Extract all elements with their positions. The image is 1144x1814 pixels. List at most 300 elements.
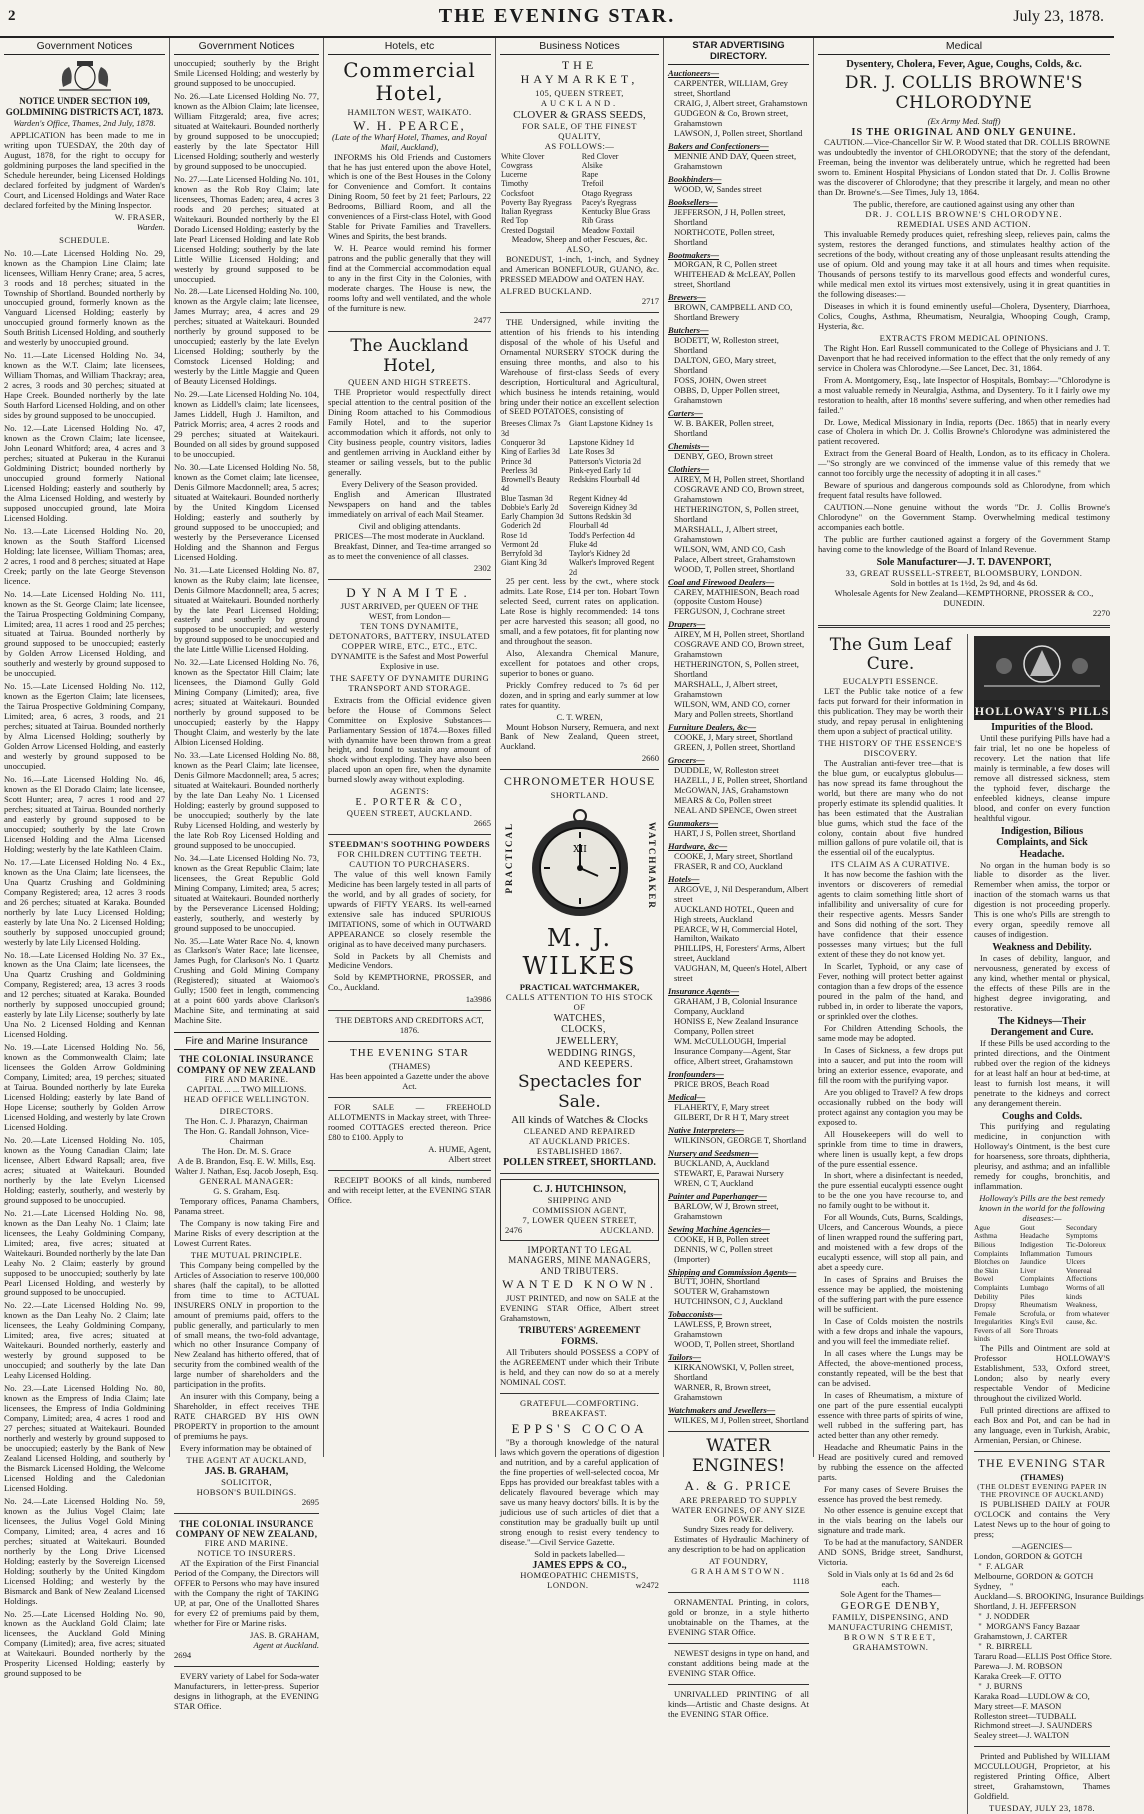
agencies-list [974, 1551, 1144, 1741]
seed-item: Trefoil [581, 179, 604, 189]
disease-item: Fevers of all kinds [974, 1325, 1011, 1344]
ad-text: Extract from the General Board of Health, London, as to its efficacy in Cholera.—"So strongly are we convinced of the immense value of this remedy that we cannot too forcibly urge the necessity of adopting it in all cases." [818, 448, 1110, 479]
ad-text: This purifying and regulating medicine, in conjunction with Holloway's Ointment, is the best cure for hoarseness, sore throats, diphtheria, pleurisy, and asthma; and an infallible remedy for coughs, bronchitis, and inflammation. [974, 1121, 1110, 1192]
ad-subtitle: EUCALYPTI ESSENCE. [842, 675, 939, 686]
side-label-right: WATCHMAKER [647, 822, 657, 911]
directory-category: Tailors— [668, 1352, 702, 1363]
disease-item: Tumours [1066, 1248, 1093, 1258]
director-name: The Hon. C. J. Pharazyn, Chairman [185, 1116, 308, 1127]
schedule-heading: SCHEDULE. [59, 234, 110, 245]
ad-text: IS PUBLISHED DAILY at FOUR O'CLOCK and contains the Very Latest News up to the hour of going to press; [974, 1499, 1110, 1540]
column-medical [814, 38, 1144, 1814]
ad-text: For many cases of Severe Bruises the essence has proved the best remedy. [818, 1483, 963, 1504]
directory-entry: MARSHALL, J, Albert street, Grahamstown [674, 679, 778, 700]
agent-address: BROWN STREET, [843, 1631, 938, 1642]
ad-title: DYNAMITE. [346, 584, 473, 600]
gum-leaf-ad [818, 634, 968, 1814]
ad-text: The Australian anti-fever tree—that is the blue gum, or eucalyptus globulus—has now spread its fame throughout the world, but there are many who do not properly estimate its splendid qualities. It has been estimated that the Australian blue gums, which stud the face of the colony, contain about five hundred million gallons of pure volatile oil, that is the essential oil of the eucalyptus. [818, 757, 963, 858]
side-label-left: PRACTICAL [504, 822, 514, 894]
seed-row [500, 152, 659, 161]
disease-item: Debility [974, 1291, 999, 1301]
ad-text: Beware of spurious and dangerous compounds sold as Chlorodyne, from which frequent fatal results have followed. [818, 480, 1110, 501]
agency-line: Karaka Creek—F. OTTO [974, 1670, 1062, 1681]
ad-banner: Dysentery, Cholera, Fever, Ague, Coughs, Colds, &c. [846, 59, 1082, 71]
seed-list [500, 152, 659, 235]
directory-entry: AIREY, M H, Pollen street, Shortland [674, 629, 805, 640]
ad-text: No other essence is genuine except that in the vials bearing on the labels our signature and trade mark. [818, 1505, 963, 1536]
directory-entry: CARPENTER, WILLIAM, Grey street, Shortland [674, 78, 788, 98]
ad-role: HOMŒOPATHIC CHEMISTS, [520, 1570, 639, 1581]
ad-line: DYNAMITE is the Safest and Most Powerful Explosive in use. [330, 650, 489, 671]
ad-text: To be had at the manufactory, SANDER AND SONS, Bridge street, Sandhurst, Victoria. [818, 1537, 963, 1568]
ad-subtitle: FIRE AND MARINE. [204, 1538, 289, 1549]
ad-line: Wholesale Agents for New Zealand—KEMPTHORNE, PROSSER & CO., DUNEDIN. [834, 587, 1094, 608]
directory-entry: COSGRAVE AND CO, Brown street, Grahamstown [674, 483, 805, 504]
potato-row [500, 558, 659, 577]
ad-text: Temporary offices, Panama Chambers, Panama street. [174, 1195, 319, 1216]
directory-entry: HART, J S, Pollen street, Shortland [674, 827, 796, 838]
haymarket-ad [500, 59, 659, 307]
ad-city: AUCKLAND. [540, 97, 619, 108]
directory-entry: WOOD, T, Pollen street, Shortland [674, 563, 795, 574]
agent-role: COMMISSION AGENT, [532, 1205, 627, 1216]
potato-item: Giant Lapstone Kidney 1s [568, 419, 653, 429]
disease-item: Dropsy [974, 1300, 996, 1310]
ad-line: All kinds of Watches & Clocks [511, 1114, 648, 1127]
ad-title: Commercial Hotel, [343, 58, 476, 106]
column-hotels [324, 38, 496, 1457]
disease-item: Jaundice [1020, 1257, 1046, 1267]
agent-role: SOLICITOR, [221, 1476, 272, 1487]
agency-line: " MORGAN'S Fancy Bazaar [974, 1620, 1080, 1631]
agents-name: E. PORTER & CO, [355, 797, 464, 809]
ad-text: In cases of debility, languor, and nervousness, generated by excess of any kind, whether mental or physical, the effects of these Pills are in the highest degree invigorating, and restorative. [974, 952, 1110, 1013]
schedule-entry: No. 25.—Late Licensed Holding No. 90, known as the Auckland Gold Claim; late licensees, the Auckland Gold Mining Company (Limited); area, five acres; situated at Waitekauri. Bounded northerly by the Prosperity Licensed Holding; easterly by ground supposed to be [4, 1608, 165, 1679]
ad-text: Breakfast, Dinner, and Tea-time arranged so as to meet the convenience of all classes. [328, 540, 491, 561]
pocket-watch-icon [526, 806, 634, 918]
potato-row [500, 540, 659, 549]
ad-address: POLLEN STREET, SHORTLAND. [503, 1156, 656, 1168]
potato-item: Regent Kidney 4d [568, 493, 628, 503]
seed-item: Italian Ryegrass [501, 207, 553, 217]
ad-text: Every information may be obtained of [180, 1443, 312, 1454]
directors-heading: DIRECTORS. [219, 1106, 274, 1117]
ad-text: Headache and Rheumatic Pains in the Head are positively cured and removed by rubbing the essence on the affected parts. [818, 1441, 963, 1482]
schedule-entry: No. 12.—Late Licensed Holding No. 47, known as the Crown Claim; late licensee, John Leonard Whitford; area, 4 acres and 3 perches; situated at Pukerau in the Kuranui Goldmining District; bounded northerly by unoccupied ground formerly National Licensed Holding; easterly and southerly by the Alma Licensed Holding, and westerly by supposed unoccupied ground, late Moira Licensed Holding. [4, 423, 165, 523]
directory-category: Clothiers— [668, 463, 710, 474]
directory-entry: MEARS & Co, Pollen street [674, 794, 772, 805]
directory-entry: PHILLIPS, H, Foresters' Arms, Albert street, Auckland [674, 943, 806, 964]
disease-col [1066, 1224, 1110, 1344]
directory-category: Ironfounders— [668, 1069, 724, 1080]
column-heading: Hotels, etc [328, 38, 491, 55]
gm-heading: GENERAL MANAGER: [199, 1175, 294, 1186]
agencies-heading: —AGENCIES— [1012, 1541, 1072, 1552]
disease-item: Secondary Symptoms [1066, 1222, 1098, 1241]
directory-category: Sewing Machine Agencies— [668, 1223, 770, 1234]
notice-intro: APPLICATION has been made to me in writing upon TUESDAY, the 20th day of August, 1878, for the right to occupy for goldmining purposes the land specified in the Schedule hereunder, being Licensed Holdings declared forfeited by judgment of Warden's Court, and Licensed Holdings and Water Race declared forfeited by the Mining Inspector. [4, 129, 165, 210]
disease-item: Piles [1020, 1291, 1035, 1301]
disease-item: Lumbago [1020, 1282, 1049, 1292]
potato-item: Flourball 4d [568, 521, 609, 531]
holloway-banner [974, 636, 1110, 721]
seed-row [500, 207, 659, 216]
agent-heading: THE AGENT AT AUCKLAND, [186, 1455, 307, 1466]
ad-title: THE EVENING STAR [350, 1047, 469, 1060]
ad-text: Are you obliged to Travel? A few drops occasionally rubbed on the body will protect against any contagion you may be exposed to. [818, 1086, 963, 1127]
ad-title: CHRONOMETER HOUSE [503, 774, 656, 789]
agent-address: Albert street [448, 1153, 491, 1164]
seed-item: Red Top [501, 216, 529, 226]
seed-row [500, 189, 659, 198]
stock-item: JEWELLERY, [556, 1036, 619, 1048]
ad-number: 2477 [473, 315, 491, 326]
schedule-entry: No. 35.—Late Water Race No. 4, known as Clarkson's Water Race; late licensee, James Pugh, for Clarkson's No. 1 Quartz Crushing and Gold Mining Company (Registered); situated at Waiomoo's Gully; 1500 feet in length, commencing at a point 600 yards above Clarkson's Machine Site, and terminating at said Machine Site. [174, 935, 319, 1026]
directory-category: Painter and Paperhanger— [668, 1190, 767, 1201]
directory-entry: BARLOW, W J, Brown street, Grahamstown [674, 1200, 779, 1221]
ad-line: ESTABLISHED 1867. [536, 1145, 623, 1156]
potato-item: Sovereign Kidney 3d [568, 502, 637, 512]
commercial-hotel-ad [328, 59, 491, 326]
ad-text: The value of this well known Family Medicine has been largely tested in all parts of the world, and by all grades of society, for upwards of FIFTY YEARS. Its well-earned extensive sale has induced SPURIOUS IMITATIONS, some of which in OUTWARD APPEARANCE so closely resemble the original as to have deceived many purchasers. [328, 868, 491, 949]
directory-entry: CRAIG, J, Albert street, Grahamstown [674, 97, 808, 108]
schedule-entry: No. 16.—Late Licensed Holding No. 46, known as the El Dorado Claim; late licensee, Scott Hunter; area, 7 acres 1 rood and 27 perches; situated at Tairua. Bounded northerly and easterly by ground supposed to be unoccupied; southerly by the late Crown Licensed Holding and the Alma Licensed Holding; westerly by the late Kathleen Claim. [4, 774, 165, 854]
ad-firm: JAMES EPPS & CO., [532, 1559, 627, 1571]
mutual-heading: THE MUTUAL PRINCIPLE. [190, 1249, 303, 1260]
ad-subtitle: (THE OLDEST EVENING PAPER IN THE PROVINCE OF AUCKLAND) [977, 1481, 1107, 1500]
column-heading: STAR ADVERTISING DIRECTORY. [668, 38, 809, 65]
directory-entry: FRASER, R and CO, Auckland [674, 860, 783, 871]
directory-entry: HETHERINGTON, S, Pollen street, Shortland [674, 503, 799, 524]
directory-entry: KIRKANOWSKI, V, Pollen street, Shortland [674, 1362, 794, 1383]
ad-text: Estimates of Hydraulic Machinery of any description to be had on application [668, 1534, 809, 1555]
agency-line: Auckland—S. BROOKING, Insurance Buildings [974, 1590, 1144, 1601]
ad-line: PRICES—The most moderate in Auckland. [334, 530, 485, 541]
ad-footer [505, 1226, 654, 1236]
ad-title: WATER ENGINES! [691, 1436, 786, 1476]
ad-line: Meadow, Sheep and other Fescues, &c. [511, 233, 648, 244]
directory-category: Carters— [668, 408, 703, 419]
agency-line: Tararu Road—ELLIS Post Office Store. [974, 1650, 1112, 1661]
ad-subheading: The Kidneys—Their Derangement and Cure. [990, 1015, 1094, 1039]
ad-number: w2472 [635, 1580, 659, 1591]
agency-line: Sydney, " [974, 1580, 1014, 1591]
ad-text: BONEDUST, 1-inch, 1-inch, and Sydney and American BONEFLOUR, GUANO, &c. PRESSED MEADOW and OATEN HAY. [500, 253, 659, 284]
ad-city: GRAHAMSTOWN. [691, 1566, 786, 1577]
directory-entry: DENNIS, W C, Pollen street (Importer) [674, 1243, 773, 1264]
directory-entry: BODETT, W, Rolleston street, Shortland [674, 335, 779, 356]
directory-entry: MORGAN, R C, Pollen street [674, 259, 778, 270]
ad-subheading: WANTED KNOWN. [502, 1277, 657, 1292]
gm-name: G. S. Graham, Esq. [213, 1185, 280, 1196]
ad-subheading: TRIBUTERS' AGREEMENT FORMS. [518, 1326, 641, 1348]
directory-entry: WM. McCULLOUGH, Imperial Insurance Company—Agent, Star office, Albert street, Grahamstown [674, 1036, 793, 1067]
stock-item: WEDDING RINGS, [547, 1047, 636, 1059]
printing-ad: ORNAMENTAL Printing, in colors, gold or bronze, in a style hitherto unobtainable on the Thames, at the EVENING STAR Office. [668, 1597, 809, 1638]
directory-category: Furniture Dealers, &c— [668, 722, 757, 733]
disease-list [974, 1224, 1110, 1344]
ad-text: English and American Illustrated Newspapers on hand and the tables immediately on arrival of each Mail Steamer. [328, 489, 491, 520]
agency-line: Karaka Road—LUDLOW & CO, [974, 1690, 1090, 1701]
agency-line: London, GORDON & GOTCH [974, 1551, 1083, 1561]
ad-text: Dr. Lowe, Medical Missionary in India, reports (Dec. 1865) that in nearly every case of Cholera in which Dr. J. Collis Browne's Chlorodyne was administered the patient recovered. [818, 416, 1110, 447]
ad-subheading: Coughs and Colds. [1001, 1110, 1083, 1122]
ad-subtitle: SHORTLAND. [550, 790, 609, 801]
ad-text: 25 per cent. less by the cwt., where stock admits. Late Rose, £14 per ton. Hobart Town selected Seed, current rates on application. Late Rose is highly recommended: 14 tons per acre harvested this season; all good, no small, and a few potatoes, fit for planting now and throughout the season. [500, 575, 659, 646]
ad-text: AT the Expiration of the First Financial Period of the Company, the Directors will OFFER to Persons who may have insured with the Company the right of TAKING UP, at par, One of the Unallotted Shares for every £2 of premiums paid by them, whether for Fire or Marine risks. [174, 1558, 319, 1629]
disease-item: Gout [1020, 1222, 1035, 1232]
agency-line: " F. ALGAR [974, 1560, 1024, 1571]
seed-item: Pacey's Ryegrass [581, 197, 637, 207]
receipt-books-ad: RECEIPT BOOKS of all kinds, numbered and with receipt letter, at the EVENING STAR Office. [328, 1174, 491, 1205]
potato-item: Redskins Flourball 4d [568, 475, 640, 485]
ad-text: All Housekeepers will do well to sprinkle from time to time in drawers, where linen is usually kept, a few drops of the pure essential essence. [818, 1128, 963, 1169]
schedule-entry: No. 31.—Late Licensed Holding No. 87, known as the Ruby claim; late licensee, Denis Gilmore Macdonnell; area, 5 acres; situated at Waitekauri. Bounded northerly by the late Pearl Licensed Holding; easterly and southerly by ground supposed to be unoccupied; and westerly by ground supposed to be unoccupied and the late Little Willie Licensed Holding. [174, 564, 319, 655]
directory-entry: LAWSON, J, Pollen street, Shortland [674, 127, 803, 138]
schedule-entry: No. 14.—Late Licensed Holding No. 111, known as the St. George Claim; late licensee, the Tairua Prospecting Goldmining Company, Limited; area, 11 acres 1 rood and 25 perches; situated at Tairua. Bounded northerly by ground supposed to be unoccupied; easterly by Golden Arrow Licensed Holding, and southerly and westerly by ground supposed to be unoccupied. [4, 588, 165, 679]
potato-row [500, 549, 659, 558]
directory-category: Native Interpreters— [668, 1124, 744, 1135]
ad-office: HEAD OFFICE WELLINGTON. [183, 1094, 310, 1105]
ad-text: The Pills and Ointment are sold at Professor HOLLOWAY'S Establishment, 533, Oxford street, London; also by nearly every respectable Vendor of Medicine throughout the civilized World. [974, 1343, 1110, 1403]
ad-subheading: Indigestion, Bilious Complaints, and Sick Headache. [996, 825, 1088, 860]
disease-item: Worms of all kinds [1066, 1282, 1105, 1301]
directory-entry: PRICE BROS, Beach Road [674, 1079, 770, 1090]
ad-address: 33, GREAT RUSSELL-STREET, BLOOMSBURY, LONDON. [845, 567, 1083, 578]
potato-row [500, 531, 659, 540]
masthead [0, 0, 1114, 38]
schedule-entry: No. 30.—Late Licensed Holding No. 58, known as the Comet claim; late licensee, Denis Gilmore Macdonnell; area, 5 acres; situated at Waitekauri. Bounded northerly by the United Kingdom Licensed Holding; easterly and southerly by ground supposed to be unoccupied; and westerly by the Perseverance Licensed Holding and the Shannon and Fergus Licensed Holding. [174, 461, 319, 562]
ad-text: This Company being compelled by the Articles of Association to reserve 100,000 shares (half the capital), to be allotted from time to time to ACTUAL INSURERS ONLY in proportion to the amount of premiums paid, offers to the public generally, and particularly to men of small means, the two-fold advantage, which no other Insurance Company of New Zealand has hitherto offered, that of security from the combined wealth of the large number of shareholders and the participation in the profits. [174, 1259, 319, 1390]
ad-text: No organ in the human body is so liable to disorder as the liver. Remember when amiss, the torpor or inaction of the stomach warns us that digestion is not proceeding properly. This is one who's Pills are strength to every organ, speedily remove all causes of indigestion. [974, 859, 1110, 940]
ad-number: 1118 [792, 1576, 809, 1587]
disease-item: Headache [1020, 1231, 1050, 1241]
directory-entry: COOKE, H B, Pollen street [674, 1233, 770, 1244]
potato-item: Todd's Perfection 4d [568, 530, 635, 540]
disease-item: Sore Throats [1020, 1325, 1058, 1335]
ad-text: In Cases of Sickness, a few drops put into a saucer, and put into the room will bring an exterior essence, evaporate, and fill the room with the purifying vapor. [818, 1044, 963, 1085]
directory-category: Bakers and Confectioners— [668, 140, 769, 151]
directory-entry: COSGRAVE AND CO, Brown street, Grahamstown [674, 639, 805, 660]
agent-name: GEORGE DENBY, [840, 1600, 941, 1613]
directory-entry: FLAHERTY, F, Mary street [674, 1101, 770, 1112]
seed-item: Cowgrass [501, 160, 533, 170]
potato-item: Prince 3d [501, 456, 532, 466]
directory-entry: WOOD, W, Sandes street [674, 183, 762, 194]
potato-item: Early Champion 3d [501, 512, 564, 522]
schedule-entry: unoccupied; southerly by the Bright Smile Licensed Holding; and westerly by ground supposed to be unoccupied. [174, 58, 319, 89]
ad-text: Full printed directions are affixed to each Box and Pot, and can be had in any language, even in Turkish, Arabic, Armenian, Persian, or Chinese. [974, 1404, 1110, 1445]
ad-line: AT AUCKLAND PRICES. [528, 1135, 631, 1146]
seed-item: Timothy [501, 179, 529, 189]
hutchinson-ad [500, 1179, 659, 1240]
ad-title: THE COLONIAL INSURANCE COMPANY OF NEW ZEALAND [176, 1054, 317, 1075]
ad-title: The Auckland Hotel, [350, 336, 469, 376]
ad-line: Sold in packets labelled— [534, 1548, 625, 1559]
directory-category: Drapers— [668, 619, 706, 630]
director-name: The Hon. G. Randall Johnson, Vice-Chairman [184, 1126, 309, 1147]
schedule-entry: No. 10.—Late Licensed Holding No. 29, known as the Champion Line Claim; late licensees, William Henry Crane; area, 5 acres, 3 roods and 18 perches; situated in the Township of Shortland. Bounded northerly by unoccupied ground, formerly known as the Vanguard Licensed Holding; easterly by unoccupied ground formerly known as the South British Licensed Holding, and southerly and westerly by unoccupied ground. [4, 247, 165, 348]
ad-title: THE COLONIAL INSURANCE COMPANY OF NEW ZEALAND, [175, 1518, 318, 1540]
directory-entry: DUDDLE, W, Rolleston street [674, 764, 779, 775]
agent-name: A. HUME, Agent, [428, 1143, 491, 1154]
seed-item: Cocksfoot [501, 188, 534, 198]
potato-item: Berryfold 3d [501, 549, 543, 559]
directory-category: Brewers— [668, 292, 706, 303]
directory-entry: PEARCE, W H, Commercial Hotel, Hamilton, Waikato [674, 923, 798, 944]
agency-line: Mary street—F. MASON [974, 1700, 1062, 1711]
ad-line: Every Delivery of the Season provided. [341, 479, 478, 490]
directory-entry: GILBERT, Dr R H T, Mary street [674, 1111, 789, 1122]
disease-item: Ague [974, 1222, 991, 1232]
agent-address: 7, LOWER QUEEN STREET, [522, 1215, 637, 1226]
ad-text: It has now become the fashion with the inventors or discoverers of remedial agents to claim something little short of infallibility and universality of cure for their respective agents. Messrs Sander and Sons did nothing of the sort. They have confidence that their essence possesses many virtues; but the full extent of these they do not know yet. [818, 869, 963, 960]
schedule-list [4, 249, 165, 1680]
potato-item: Late Roses 3d [568, 447, 615, 457]
stock-item: AND KEEPERS. [558, 1059, 633, 1071]
directory-entry: NEAL AND SPENCE, Owen street [674, 804, 797, 815]
colonial-insurance-ad [174, 1054, 319, 1507]
ad-text: Sold in Packets by all Chemists and Medicine Vendors. [328, 950, 491, 971]
hygeia-emblem-icon [974, 636, 1110, 700]
directory-entry: W. B. BAKER, Pollen street, Shortland [674, 418, 774, 438]
ad-text: "By a thorough knowledge of the natural laws which govern the operations of digestion and nutrition, and by a careful application of the fine properties of well-selected cocoa, Mr Epps has provided our breakfast tables with a delicately flavoured beverage which may save us many heavy doctors' bills. It is by the judicious use of such articles of diet that a constitution may be gradually built up until strong enough to resist every tendency to disease."—Civil Service Gazette. [500, 1437, 659, 1547]
stock-item: CLOCKS, [561, 1024, 606, 1036]
ad-text: Extracts from the Official evidence given before the House of Commons Select Committee on Explosive Substances—Parliamentary Session of 1874.—Boxes filled with dynamite have been thrown from a great height, and found to sustain any amount of shock without exploding. They have also been placed upon an open fire, when the dynamite burned slowly away without exploding. [328, 694, 491, 785]
column-heading: Medical [818, 38, 1110, 55]
ad-line: Sole Agent for the Thames— [840, 1589, 941, 1600]
directory-entry: HUTCHINSON, C J, Auckland [674, 1296, 783, 1307]
ad-text: Sold by KEMPTHORNE, PROSSER, and Co., Auckland. [328, 972, 491, 993]
ad-subheading: THE HISTORY OF THE ESSENCE'S DISCOVERY. [818, 737, 963, 758]
ad-line: Holloway's Pills are the best remedy known in the world for the following diseases:— [979, 1193, 1105, 1223]
potato-row [500, 475, 659, 494]
ad-title: THE HAYMARKET, [520, 58, 639, 87]
ad-text: In Case of Colds moisten the nostrils with a few drops and inhale the vapours, and you will feel the immediate relief. [818, 1316, 963, 1346]
potato-item: Giant King 3d [501, 558, 547, 568]
royal-arms-emblem [4, 59, 165, 96]
seed-row [500, 161, 659, 170]
potato-row [500, 466, 659, 475]
disease-col [1020, 1224, 1064, 1344]
potato-item: Taylor's Kidney 2d [568, 549, 630, 559]
soda-label-ad: EVERY variety of Label for Soda-water Manufacturers, in letter-press. Superior designs in lithograph, at the EVENING STAR Office. [174, 1671, 319, 1711]
potato-row [500, 494, 659, 503]
fire-marine-heading: Fire and Marine Insurance [174, 1032, 319, 1050]
seed-row [500, 179, 659, 188]
directory-entry: MENNIE AND DAY, Queen street, Grahamstown [674, 150, 797, 171]
disease-col [974, 1224, 1018, 1344]
ad-text: W. H. Pearce would remind his former patrons and the public generally that they will find at the Commercial accommodation equal to any in the first City in the Colonies, with moderate charges. The House is new, the rooms lofty and well ventilated, and the whole of the furniture is new. [328, 243, 491, 314]
ad-signer: C. T. WREN, [556, 711, 603, 722]
directory-entry: WREN, C T, Auckland [674, 1177, 754, 1188]
directory-entry: COOKE, J, Mary street, Shortland [674, 850, 793, 861]
director-name: Walter J. Nathan, Esq. Jacob Joseph, Esq. [174, 1166, 319, 1176]
directory-entry: FERGUSON, J, Cochrane street [674, 606, 785, 617]
notice-signer: W. FRASER, [114, 211, 165, 222]
ad-text: Also, Alexandra Chemical Manure, excellent for potatoes and other crops, superior to bones or guano. [500, 647, 659, 678]
ad-subtitle: (THAMES) [1020, 1471, 1064, 1482]
agent-address: HOBSON'S BUILDINGS. [196, 1486, 297, 1497]
potato-row [500, 503, 659, 512]
directory-entry: GRAHAM, J B, Colonial Insurance Company, Auckland [674, 996, 798, 1017]
printing-ad: UNRIVALLED PRINTING of all kinds—Artistic and Chaste designs. At the EVENING STAR Office. [668, 1689, 809, 1719]
ad-text: All Tributers should POSSESS a COPY of the AGREEMENT under which their Tribute is held, and they can now do so at a merely NOMINAL COST. [500, 1347, 659, 1388]
agent-city: AUCKLAND. [600, 1224, 654, 1235]
ad-text: Has been appointed a Gazette under the above Act. [329, 1071, 490, 1091]
epps-cocoa-ad [500, 1399, 659, 1591]
ad-line: Civil and obliging attendants. [358, 521, 461, 531]
ad-text: Until these purifying Pills have had a fair trial, let no one be hopeless of recovery. Let the nation that life mainly is terminable, a few doses will remove all distressed sickness, stem the typhoid fever, discharge the enfeebled kidneys, cleanse impure blood, and confer on every function healthful vigour. [974, 733, 1110, 823]
schedule-entry: No. 22.—Late Licensed Holding No. 99, known as the Dan Leahy No. 2 Claim; late licensees, the Leahy Goldmining Company, Limited; area, five acres; situated at Waitekauri. Bounded northerly, easterly and westerly by ground supposed to be unoccupied; and southerly by the late Dan Leahy Licensed Holding. [4, 1300, 165, 1381]
notice-heading: NOTICE TO INSURERS. [197, 1548, 296, 1559]
directory-category: Bootmakers— [668, 249, 720, 260]
potato-item: Brownell's Beauty 4d [501, 475, 560, 494]
ad-line: ALSO, [566, 243, 593, 254]
ad-manufacturer: Sole Manufacturer—J. T. DAVENPORT, [876, 557, 1052, 569]
disease-item: Bowel Complaints [974, 1274, 1009, 1292]
disease-item: Weakness, from whatever cause, &c. [1066, 1300, 1110, 1327]
ad-line: CALLS ATTENTION TO HIS STOCK OF [505, 991, 654, 1012]
ad-title: EPPS'S COCOA [511, 1420, 648, 1436]
disease-item: Rheumatism [1020, 1300, 1058, 1310]
potato-item: Walker's Improved Regent 2d [568, 558, 655, 577]
schedule-entry: No. 24.—Late Licensed Holding No. 59, known as the Julius Vogel Claim; late licensees, the Julius Vogel Gold Mining Company, Limited; area, 4 acres and 16 perches; situated at Waitekauri. Bounded northerly by the Long Drive Licensed Holding; easterly by the Sovereign Licensed Holding; southerly by the United Kingdom Licensed Holding; and westerly by the Bismarck and Bank of New Zealand Licensed Holdings. [4, 1495, 165, 1606]
ad-text: The Company is now taking Fire and Marine Risks of every description at the Lowest Current Rates. [174, 1217, 319, 1248]
schedule-entry: No. 17.—Late Licensed Holding No. 4 Ex., known as the Una Claim; late licensees, the Una Quartz Crushing and Goldmining Company Registered; area, 12 acres 3 roods and 26 perches; situated at Karaka. Bounded northerly by late Lucy Licensed Holding; easterly by late Una No. 2 Licensed Holding; southerly by supposed unoccupied ground; westerly by late Lily Licensed Holding. [4, 856, 165, 947]
column-government-2 [170, 38, 324, 1711]
potato-item: Dobbie's Early 2d [501, 502, 559, 512]
directory-entry: MARSHALL, J, Albert street, Grahamstown [674, 523, 778, 544]
potato-item: Goderich 2d [501, 521, 541, 531]
directory-entry: WOOD, T, Pollen street, Shortland [674, 1339, 795, 1350]
agent-city: GRAHAMSTOWN. [852, 1641, 929, 1652]
ad-footer [500, 1581, 659, 1591]
notice-office: Warden's Office, Thames, 2nd July, 1878. [13, 118, 156, 129]
paper-title: THE EVENING STAR. [438, 5, 676, 27]
directory-category: Booksellers— [668, 196, 718, 207]
directory-entry: OBBS, D, Upper Pollen street, Grahamstown [674, 385, 780, 406]
seed-item: Rib Grass [581, 216, 614, 226]
column-directory [664, 38, 814, 1719]
freehold-sale-ad [328, 1103, 491, 1165]
ad-title: DR. J. COLLIS BROWNE'S CHLORODYNE [844, 73, 1084, 114]
ad-text: An insurer with this Company, being a Shareholder, in effect receives THE RATE CHARGED BY HIS OWN PROPERTY in proportion to the amount of premiums he pays. [174, 1391, 319, 1442]
schedule-entry: No. 18.—Late Licensed Holding No. 37 Ex., known as the Una Claim; late licensees, the Una Quartz Crushing and Goldmining Company, Registered; area, 13 acres 3 roods and 12 perches; situated at Karaka. Bounded northerly by supposed unoccupied ground; easterly by late Lily License; southerly by late Una No. 2 Licensed Holding and Kennan Licensed Holding. [4, 949, 165, 1040]
debtors-act-notice: THE DEBTORS AND CREDITORS ACT, 1876. [335, 1015, 484, 1036]
dial-numeral: XII [573, 845, 587, 856]
seed-item: Crested Dogstail [501, 225, 555, 235]
directory-entry: HAZELL, J E, Pollen street, Shortland [674, 774, 808, 785]
directory-entry: GREEN, J, Pollen street, Shortland [674, 742, 796, 753]
directory-entry: WILSON, WM, AND CO, Cash Palace, Albert street, Grahamstown [674, 543, 796, 564]
seed-item: Rape [581, 170, 599, 180]
potato-item: Breeses Climax 7s 3d [501, 419, 561, 438]
column-heading: Government Notices [174, 38, 319, 55]
ad-subheading: CAUTION TO PURCHASERS. [349, 858, 470, 869]
seed-item: Meadow Foxtail [581, 225, 635, 235]
disease-item: Ulcers [1066, 1257, 1086, 1267]
directory-entry: FOSS, JOHN, Owen street [674, 375, 767, 386]
directory-entry: WHITEHEAD & McLEAY, Pollen street, Shortland [674, 269, 796, 290]
directory-entry: WILSON, WM, AND CO, corner Mary and Pollen streets, Shortland [674, 699, 794, 720]
ad-line: FOR SALE, OF THE FINEST QUALITY, [522, 120, 637, 141]
directory-entry: ARGOVE, J, Nil Desperandum, Albert street [674, 883, 809, 904]
agency-line: Melbourne, GORDON & GOTCH [974, 1570, 1094, 1581]
directors-list [174, 1117, 319, 1177]
ad-number: 2665 [473, 817, 491, 828]
seed-item: Lucerne [501, 170, 528, 180]
